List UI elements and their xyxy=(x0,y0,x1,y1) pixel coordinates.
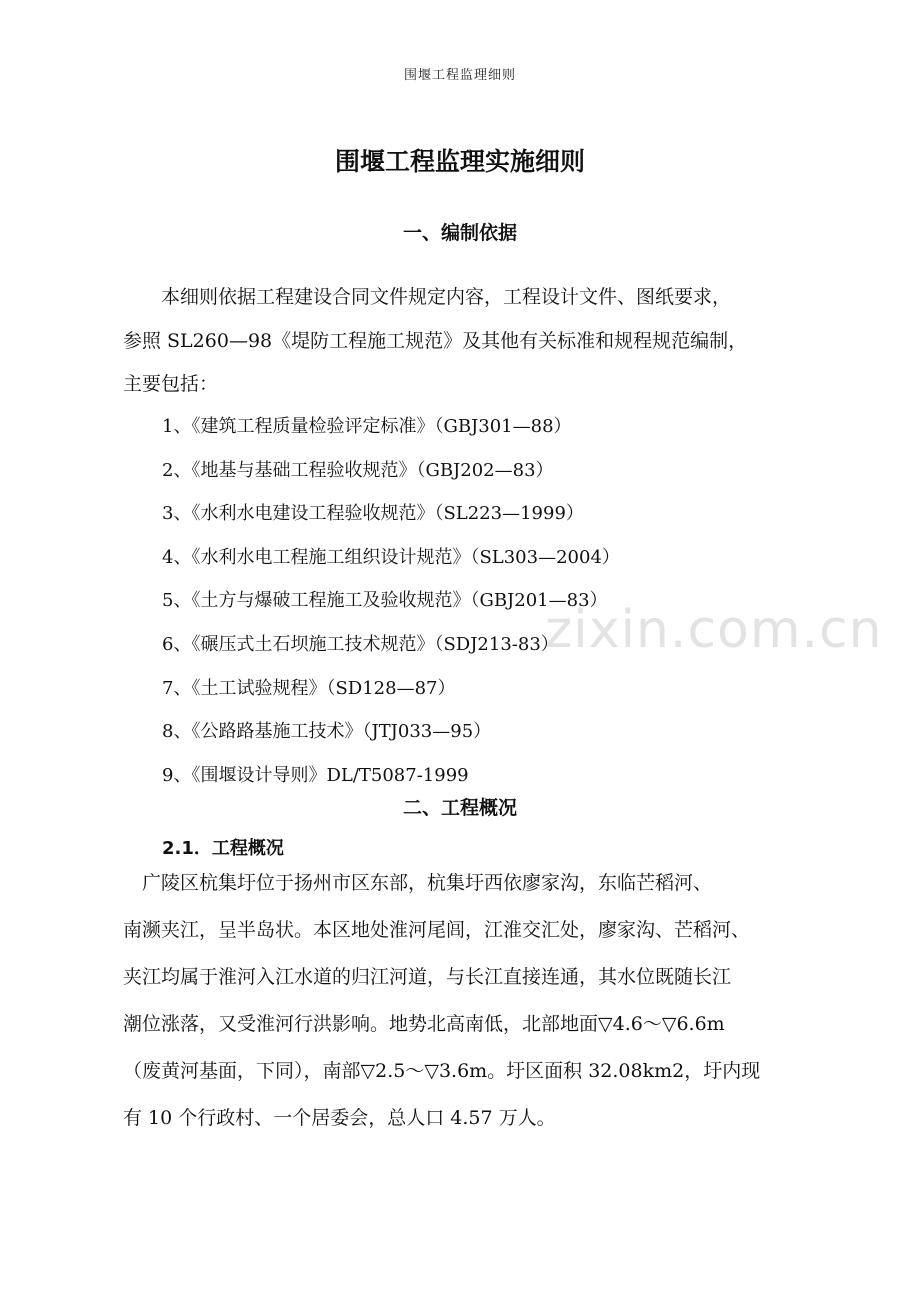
paragraph-line: 主要包括： xyxy=(123,373,219,395)
paragraph-line: 南濒夹江，呈半岛状。本区地处淮河尾闾，江淮交汇处，廖家沟、芒稻河、 xyxy=(123,919,751,941)
paragraph-line: 本细则依据工程建设合同文件规定内容，工程设计文件、图纸要求， xyxy=(123,286,732,308)
watermark: zixin.com.cn xyxy=(545,600,883,660)
reference-item: 1、《建筑工程质量检验评定标准》（GBJ301—88） xyxy=(162,416,572,437)
reference-item: 9、《围堰设计导则》DL/T5087-1999 xyxy=(162,764,469,786)
reference-list xyxy=(162,405,620,797)
reference-item: 3、《水利水电建设工程验收规范》（SL223—1999） xyxy=(162,503,584,525)
reference-item: 8、《公路路基施工技术》（JTJ033—95） xyxy=(162,721,492,743)
subsection-heading: 2.1．工程概况 xyxy=(162,838,284,859)
paragraph-line: （废黄河基面，下同），南部▽2.5～▽3.6m。圩区面积 32.08km2，圩内现 xyxy=(123,1060,761,1082)
reference-item: 7、《土工试验规程》（SD128—87） xyxy=(162,677,456,699)
paragraph-line: 潮位涨落，又受淮河行洪影响。地势北高南低，北部地面▽4.6～▽6.6m xyxy=(123,1013,725,1035)
paragraph-line: 夹江均属于淮河入江水道的归江河道，与长江直接连通，其水位既随长江 xyxy=(123,966,732,988)
overview-paragraph xyxy=(123,860,813,1142)
document-title: 围堰工程监理实施细则 xyxy=(334,147,585,176)
reference-item: 4、《水利水电工程施工组织设计规范》（SL303—2004） xyxy=(162,546,620,568)
paragraph-line: 有 10 个行政村、一个居委会，总人口 4.57 万人。 xyxy=(123,1107,556,1129)
basis-paragraph xyxy=(123,276,813,407)
section-heading-basis: 一、编制依据 xyxy=(402,222,517,244)
reference-item: 2、《地基与基础工程验收规范》（GBJ202—83） xyxy=(162,459,554,481)
reference-item: 5、《土方与爆破工程施工及验收规范》（GBJ201—83） xyxy=(162,590,608,612)
reference-item: 6、《碾压式土石坝施工技术规范》（SDJ213-83） xyxy=(162,633,559,655)
running-header: 围堰工程监理细则 xyxy=(403,68,516,83)
paragraph-line: 广陵区杭集圩位于扬州市区东部，杭集圩西依廖家沟，东临芒稻河、 xyxy=(123,872,713,894)
paragraph-line: 参照 SL260—98《堤防工程施工规范》及其他有关标准和规程规范编制， xyxy=(123,329,748,352)
section-heading-overview: 二、工程概况 xyxy=(402,797,517,819)
